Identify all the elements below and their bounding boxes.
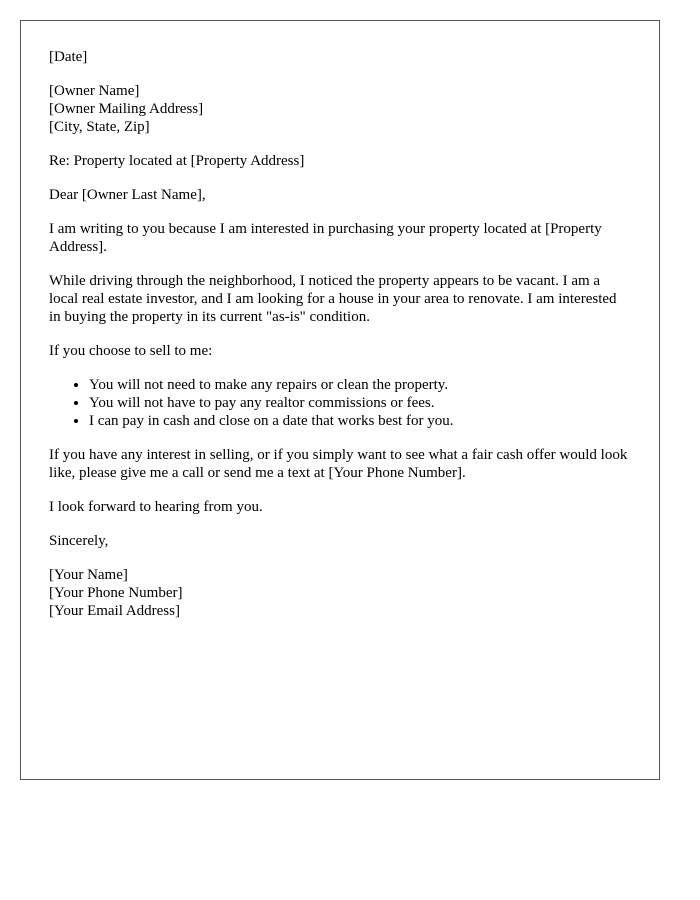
letter-closing: Sincerely, xyxy=(49,533,109,549)
body-paragraph-look-forward: I look forward to hearing from you. xyxy=(49,499,263,515)
letter-salutation: Dear [Owner Last Name], xyxy=(49,187,206,203)
letter-date: [Date] xyxy=(49,49,88,65)
recipient-city-state-zip: [City, State, Zip] xyxy=(49,119,150,135)
sender-phone: [Your Phone Number] xyxy=(49,585,183,601)
recipient-mailing-address: [Owner Mailing Address] xyxy=(49,101,204,117)
letter-subject: Re: Property located at [Property Address] xyxy=(49,153,305,169)
letter-page xyxy=(20,20,660,780)
sender-name: [Your Name] xyxy=(49,567,128,583)
benefits-list xyxy=(49,376,631,430)
list-item: • I can pay in cash and close on a date that works best for you. xyxy=(89,412,631,430)
list-item: • You will not need to make any repairs or clean the property. xyxy=(89,376,631,394)
sender-email: [Your Email Address] xyxy=(49,603,180,619)
recipient-address-block xyxy=(49,82,631,136)
list-item: • You will not have to pay any realtor commissions or fees. xyxy=(89,394,631,412)
body-paragraph-benefits-lead: If you choose to sell to me: xyxy=(49,343,213,359)
recipient-name: [Owner Name] xyxy=(49,83,140,99)
body-paragraph-vacant: While driving through the neighborhood, I noticed the property appears to be vacant. I am a local real estate investor, and I am looking for a house in your area to renovate. I am interested in buying the property in its current "as-is" condition. xyxy=(49,273,617,325)
body-paragraph-intro: I am writing to you because I am interested in purchasing your property located at [Property Address]. xyxy=(49,221,602,255)
sender-signature-block xyxy=(49,566,631,620)
body-paragraph-contact: If you have any interest in selling, or if you simply want to see what a fair cash offer would look like, please give me a call or send me a text at [Your Phone Number]. xyxy=(49,447,628,481)
